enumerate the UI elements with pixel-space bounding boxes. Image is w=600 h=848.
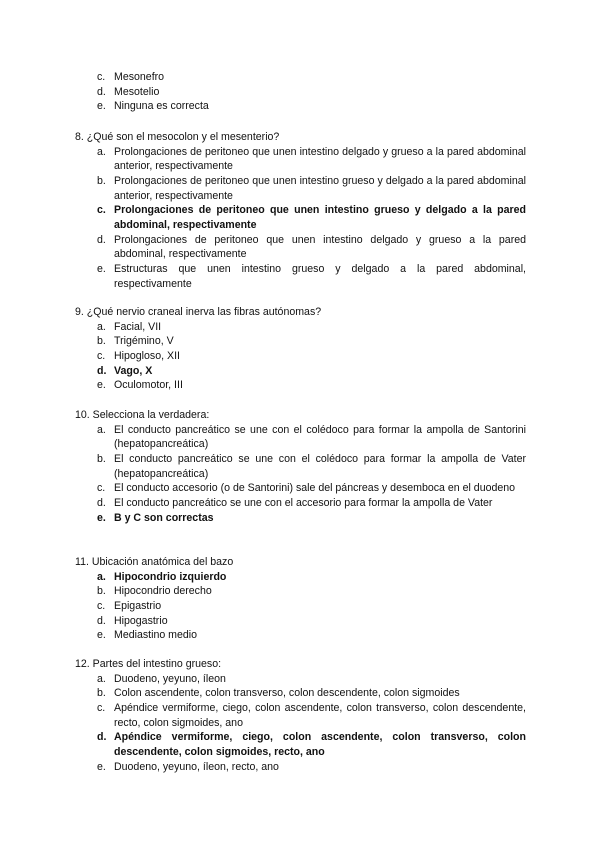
option-row — [0, 378, 600, 393]
option-row — [0, 174, 600, 203]
option-text: Prolongaciones de peritoneo que unen intestino delgado y grueso a la pared abdominal, respectivamente — [114, 233, 526, 261]
option-text: Hipocondrio derecho — [114, 585, 212, 598]
option-letter: e. — [97, 379, 106, 392]
option-row — [0, 599, 600, 614]
option-row — [0, 686, 600, 701]
question-title: 11. Ubicación anatómica del bazo — [75, 556, 234, 568]
question-7-continuation — [0, 70, 600, 114]
question-10 — [0, 408, 600, 525]
option-row-correct — [0, 730, 600, 759]
option-letter: b. — [97, 452, 106, 465]
option-row — [0, 672, 600, 687]
option-row-correct — [0, 203, 600, 232]
option-letter: c. — [97, 71, 106, 83]
option-letter: a. — [97, 320, 106, 333]
option-letter: b. — [97, 585, 106, 598]
option-text: El conducto accesorio (o de Santorini) sale del páncreas y desemboca en el duodeno — [114, 482, 516, 495]
option-text: Mesonefro — [114, 71, 165, 83]
option-row — [0, 320, 600, 335]
option-text: Colon ascendente, colon transverso, colon descendente, colon sigmoides — [114, 687, 460, 700]
option-text: Mesotelio — [114, 85, 160, 98]
option-row — [0, 496, 600, 511]
option-row-correct — [0, 570, 600, 585]
option-letter: a. — [97, 423, 106, 436]
question-title: 8. ¿Qué son el mesocolon y el mesenterio? — [75, 131, 280, 143]
option-letter: c. — [97, 349, 106, 362]
option-row-correct — [0, 364, 600, 379]
question-title: 10. Selecciona la verdadera: — [75, 409, 210, 421]
option-row — [0, 349, 600, 364]
option-letter: c. — [97, 599, 106, 612]
option-text: Apéndice vermiforme, ciego, colon ascendente, colon transverso, colon descendente, colon sigmoides, recto, ano — [114, 731, 526, 759]
option-row — [0, 85, 600, 100]
option-row — [0, 262, 600, 291]
option-letter: e. — [97, 760, 106, 773]
option-row — [0, 584, 600, 599]
option-letter: e. — [97, 629, 106, 642]
option-text: El conducto pancreático se une con el colédoco para formar la ampolla de Santorini (hepatopancreática) — [114, 423, 526, 451]
option-text: Hipogloso, XII — [114, 349, 180, 362]
option-text: Prolongaciones de peritoneo que unen intestino delgado y grueso a la pared abdominal anterior, respectivamente — [114, 145, 526, 173]
option-row — [0, 233, 600, 262]
option-text: Estructuras que unen intestino grueso y delgado a la pared abdominal, respectivamente — [114, 263, 526, 290]
option-letter: a. — [97, 145, 106, 158]
option-row — [0, 452, 600, 481]
option-row — [0, 334, 600, 349]
option-letter: e. — [97, 263, 106, 276]
option-letter: d. — [97, 731, 107, 744]
question-11 — [0, 555, 600, 643]
option-row — [0, 70, 600, 85]
option-letter: d. — [97, 497, 106, 510]
option-text: El conducto pancreático se une con el colédoco para formar la ampolla de Vater (hepatopancreática) — [114, 452, 526, 480]
option-row — [0, 760, 600, 775]
option-row — [0, 701, 600, 730]
option-text: Oculomotor, III — [114, 379, 183, 392]
option-row — [0, 99, 600, 114]
question-8 — [0, 130, 600, 292]
option-text: Mediastino medio — [114, 629, 198, 642]
option-letter: a. — [97, 570, 106, 583]
option-text: Hipocondrio izquierdo — [114, 570, 227, 583]
option-text: Prolongaciones de peritoneo que unen intestino grueso y delgado a la pared abdominal, respectivamente — [114, 204, 526, 232]
option-row — [0, 614, 600, 629]
option-text: El conducto pancreático se une con el accesorio para formar la ampolla de Vater — [114, 497, 493, 510]
option-row — [0, 628, 600, 643]
option-letter: d. — [97, 85, 106, 98]
option-text: Hipogastrio — [114, 614, 168, 627]
option-text: Vago, X — [114, 364, 153, 377]
question-title: 12. Partes del intestino grueso: — [75, 658, 222, 670]
option-text: Apéndice vermiforme, ciego, colon ascendente, colon transverso, colon descendente, recto, colon sigmoides, ano — [114, 701, 526, 729]
option-text: Prolongaciones de peritoneo que unen intestino grueso y delgado a la pared abdominal anterior, respectivamente — [114, 174, 526, 202]
option-letter: c. — [97, 204, 106, 217]
option-letter: c. — [97, 482, 106, 495]
option-text: Duodeno, yeyuno, íleon, recto, ano — [114, 760, 279, 773]
option-letter: d. — [97, 364, 107, 377]
option-row — [0, 145, 600, 174]
option-text: Trigémino, V — [114, 335, 174, 348]
question-12 — [0, 657, 600, 774]
option-row-correct — [0, 511, 600, 526]
option-letter: d. — [97, 233, 106, 246]
option-letter: d. — [97, 614, 106, 627]
question-title: 9. ¿Qué nervio craneal inerva las fibras autónomas? — [75, 306, 322, 318]
option-text: Ninguna es correcta — [114, 100, 209, 113]
option-text: Duodeno, yeyuno, íleon — [114, 672, 226, 685]
option-letter: b. — [97, 335, 106, 348]
option-letter: e. — [97, 100, 106, 113]
option-letter: b. — [97, 687, 106, 700]
option-letter: b. — [97, 174, 106, 187]
question-9 — [0, 305, 600, 393]
option-text: Facial, VII — [114, 320, 162, 333]
option-text: Epigastrio — [114, 599, 162, 612]
option-letter: a. — [97, 672, 106, 685]
option-row — [0, 481, 600, 496]
option-letter: c. — [97, 701, 106, 714]
option-letter: e. — [97, 511, 106, 524]
option-row — [0, 423, 600, 452]
option-text: B y C son correctas — [114, 511, 214, 524]
